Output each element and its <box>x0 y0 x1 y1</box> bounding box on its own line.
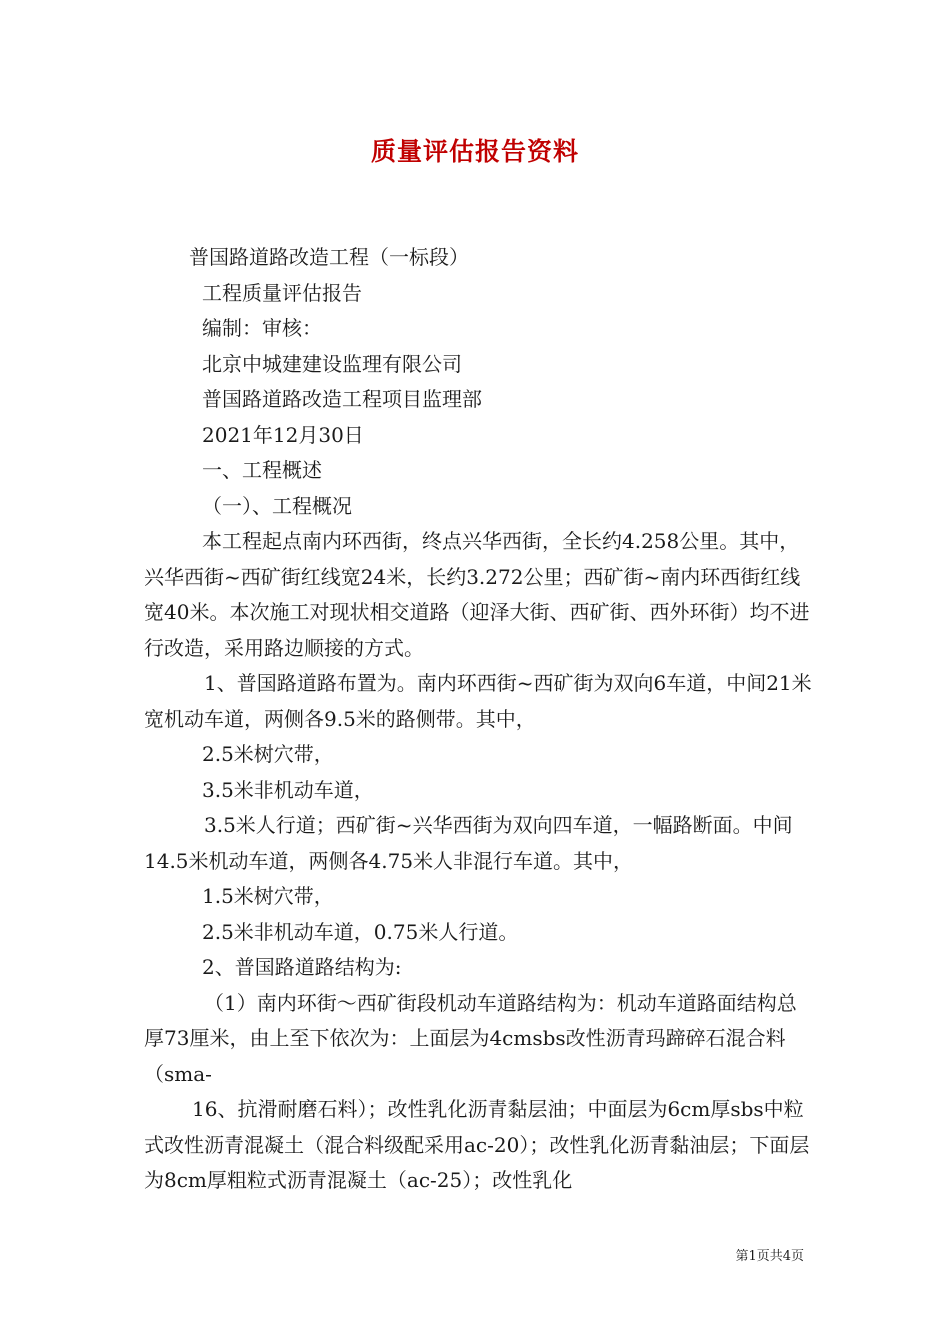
paragraph-structure-1: （1）南内环街～西矿街段机动车道路结构为：机动车道路面结构总厚73厘米，由上至下依次为：上面层为4cmsbs改性沥青玛蹄碎石混合料（sma- <box>144 990 797 1086</box>
paragraph-structure-2: 16、抗滑耐磨石料）；改性乳化沥青黏层油；中面层为6cm厚sbs中粒式改性沥青混凝土（混合料级配采用ac-20）；改性乳化沥青黏油层；下面层为8cm厚粗粒式沥青混凝土（ac-25）；改性乳化 <box>144 1097 810 1192</box>
project-name: 普国路道路改造工程（一标段） <box>189 245 469 269</box>
paragraph-structure-heading: 2、普国路道路结构为: <box>202 955 402 979</box>
editor-reviewer: 编制：审核： <box>202 316 322 340</box>
company-name: 北京中城建建设监理有限公司 <box>202 351 462 376</box>
paragraph-tree-strip: 2.5米树穴带， <box>202 742 334 766</box>
subsection-heading: （一）、工程概况 <box>202 493 352 518</box>
section-heading: 一、工程概述 <box>202 458 322 482</box>
department-name: 普国路道路改造工程项目监理部 <box>202 387 482 411</box>
paragraph-overview: 本工程起点南内环西街，终点兴华西街，全长约4.258公里。其中，兴华西街~西矿街红线宽24米，长约3.272公里；西矿街~南内环西街红线宽40米。本次施工对现状相交道路（迎泽大街、西矿街、西外环街）均不进行改造，采用路边顺接的方式。 <box>144 529 810 660</box>
paragraph-tree-strip-2: 1.5米树穴带， <box>202 884 334 908</box>
report-name: 工程质量评估报告 <box>202 280 362 305</box>
paragraph-nonmotor-lane: 3.5米非机动车道， <box>202 777 374 802</box>
document-title: 质量评估报告资料 <box>370 137 579 166</box>
paragraph-sidewalk: 3.5米人行道；西矿街~兴华西街为双向四车道，一幅路断面。中间14.5米机动车道，两侧各4.75米人非混行车道。其中， <box>144 813 793 873</box>
paragraph-nonmotor-lane-2: 2.5米非机动车道，0.75米人行道。 <box>202 919 519 944</box>
report-date: 2021年12月30日 <box>202 422 364 447</box>
paragraph-layout: 1、普国路道路布置为。南内环西街~西矿街为双向6车道，中间21米宽机动车道，两侧各9.5米的路侧带。其中， <box>144 671 812 731</box>
page-number: 第1页共4页 <box>735 1249 804 1264</box>
document-body <box>144 240 816 1199</box>
